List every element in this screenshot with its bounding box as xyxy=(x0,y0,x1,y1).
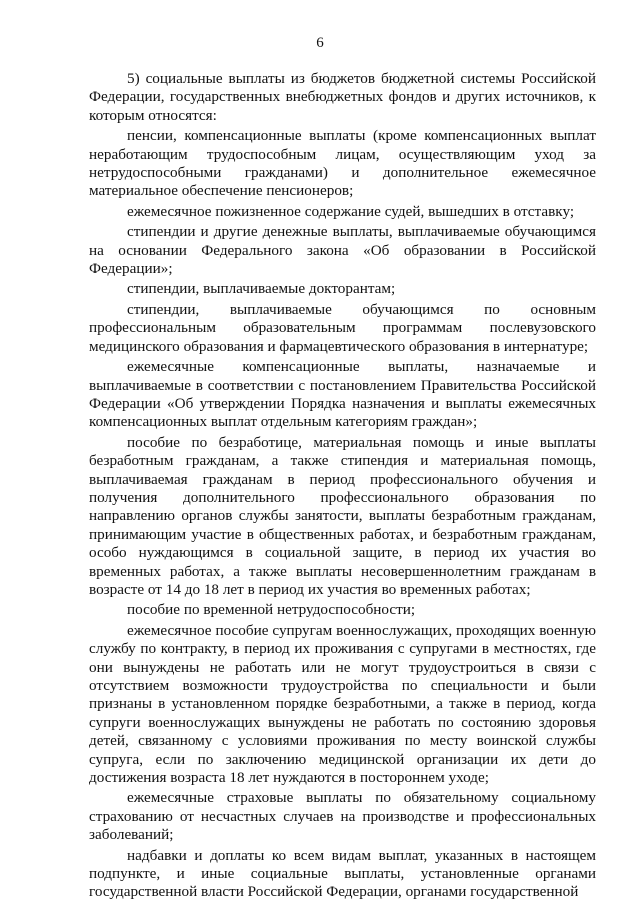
paragraph-insurance-payments: ежемесячные страховые выплаты по обязательному социальному страхованию от несчастных случаев на производстве и профессиональных заболеваний; xyxy=(89,789,596,844)
paragraph-item-5-intro: 5) социальные выплаты из бюджетов бюджетной системы Российской Федерации, государственных внебюджетных фондов и других источников, к которым относятся: xyxy=(89,70,596,124)
paragraph-postgraduate-stipends: стипендии, выплачиваемые обучающимся по основным профессиональным образовательным программам послевузовского медицинского образования и фармацевтического образования в интернатуре; xyxy=(89,300,596,355)
page-number: 6 xyxy=(316,35,324,51)
paragraph-unemployment-benefits: пособие по безработице, материальная помощь и иные выплаты безработным гражданам, а также стипендия и материальная помощь, выплачиваемая гражданам в период профессионального обучения и получения дополнительного профессионального образования по направлению органов службы занятости, выплаты безработным гражданам, принимающим участие в общественных работах, и безработным гражданам, особо нуждающимся в социальной защите, в период их участия во временных работах, а также выплаты несовершеннолетним гражданам в возрасте от 14 до 18 лет в период их участия во временных работах; xyxy=(89,433,596,598)
paragraph-student-stipends: стипендии и другие денежные выплаты, выплачиваемые обучающимся на основании Федерального закона «Об образовании в Российской Федерации»; xyxy=(89,223,596,278)
paragraph-pensions: пенсии, компенсационные выплаты (кроме компенсационных выплат неработающим трудоспособным лицам, осуществляющим уход за нетрудоспособными гражданами) и дополнительное ежемесячное материальное обеспечение пенсионеров; xyxy=(89,127,596,200)
paragraph-sick-leave-benefit: пособие по временной нетрудоспособности; xyxy=(127,601,416,619)
paragraph-compensation-payments: ежемесячные компенсационные выплаты, назначаемые и выплачиваемые в соответствии с постановлением Правительства Российской Федерации «Об утверждении Порядка назначения и выплаты ежемесячных компенсационных выплат отдельным категориям граждан»; xyxy=(89,358,596,431)
paragraph-doctoral-stipends: стипендии, выплачиваемые докторантам; xyxy=(127,280,396,298)
paragraph-supplements: надбавки и доплаты ко всем видам выплат, указанных в настоящем подпункте, и иные социальные выплаты, установленные органами государственной власти Российской Федерации, органами государственной xyxy=(89,846,596,901)
document-body xyxy=(89,70,596,902)
paragraph-judges-allowance: ежемесячное пожизненное содержание судей, вышедших в отставку; xyxy=(127,202,575,220)
paragraph-military-spouse-benefit: ежемесячное пособие супругам военнослужащих, проходящих военную службу по контракту, в период их проживания с супругами в местностях, где они вынуждены не работать или не могут трудоустроиться в связи с отсутствием возможности трудоустройства по специальности и были признаны в установленном порядке безработными, а также в период, когда супруги военнослужащих вынуждены не работать по состоянию здоровья детей, связанному с условиями проживания по месту воинской службы супруга, если по заключению медицинской организации их дети до достижения возраста 18 лет нуждаются в постороннем уходе; xyxy=(89,621,596,787)
